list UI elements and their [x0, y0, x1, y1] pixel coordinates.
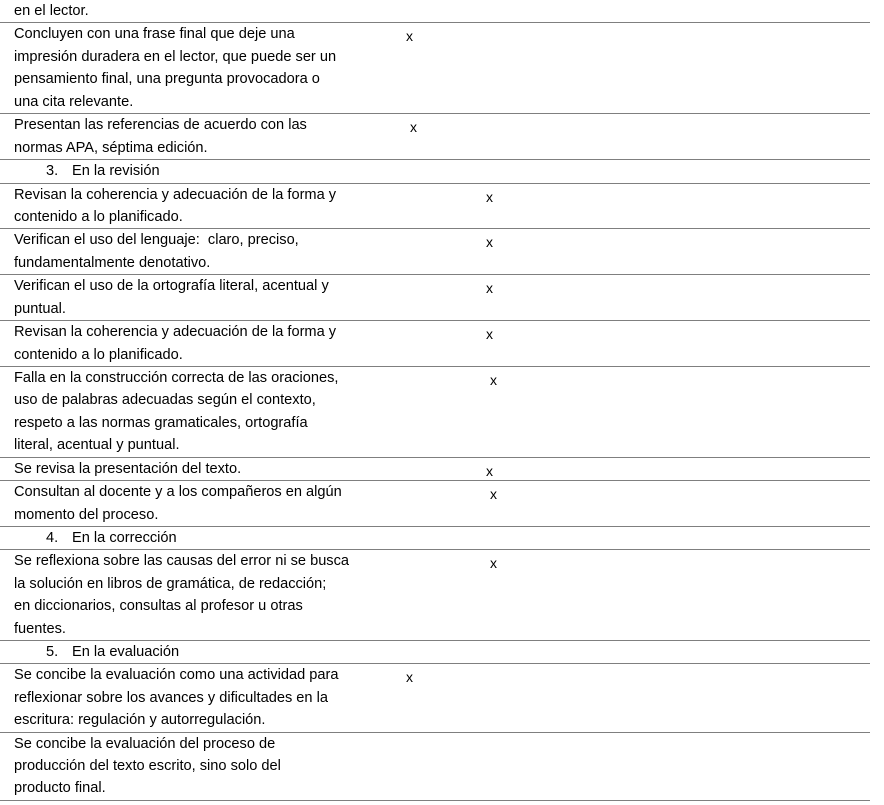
criterion-text: Concluyen con una frase final que deje una impresión duradera en el lector, que puede ser un pensamiento final, una pregunta provocadora o una cita relevante. [14, 26, 337, 110]
checkmark-x: x [406, 28, 413, 45]
mark-cell [390, 481, 870, 527]
section-number: 3. [46, 163, 59, 180]
checkmark-x: x [490, 555, 497, 572]
criterion-text: Consultan al docente y a los compañeros en algún momento del proceso. [14, 484, 342, 523]
mark-cell [390, 367, 870, 458]
criterion-text: Verifican el uso de la ortografía literal, acentual y puntual. [14, 278, 329, 317]
table-row [0, 457, 870, 480]
criterion-text: Se concibe la evaluación del proceso de producción del texto escrito, sino solo del producto final. [14, 735, 281, 797]
section-header-cell [0, 526, 870, 549]
mark-cell [390, 664, 870, 732]
mark-cell [390, 321, 870, 367]
checkmark-x: x [486, 188, 493, 205]
checkmark-x: x [486, 280, 493, 297]
criterion-text: Falla en la construcción correcta de las oraciones, uso de palabras adecuadas según el contexto, respeto a las normas gramaticales, ortografía literal, acentual y puntual. [14, 370, 339, 454]
table-row [0, 664, 870, 732]
section-header-cell [0, 160, 870, 183]
mark-cell [390, 229, 870, 275]
section-number: 5. [46, 643, 59, 660]
criterion-text: en el lector. [14, 3, 89, 19]
section-header-row [0, 160, 870, 183]
section-number: 4. [46, 529, 59, 546]
table-row [0, 321, 870, 367]
criterion-text: Se reflexiona sobre las causas del error ni se busca la solución en libros de gramática, de redacción; en diccionarios, consultas al profesor u otras fuentes. [14, 553, 350, 637]
mark-cell [390, 114, 870, 160]
checkmark-x: x [410, 119, 417, 136]
criterion-text: Verifican el uso del lenguaje: claro, preciso, fundamentalmente denotativo. [14, 232, 299, 271]
table-row [0, 481, 870, 527]
mark-cell [390, 0, 870, 23]
table-row [0, 732, 870, 800]
criterion-text: Se revisa la presentación del texto. [14, 460, 242, 477]
table-row [0, 550, 870, 641]
section-title: En la corrección [72, 529, 177, 546]
checkmark-x: x [490, 372, 497, 389]
criterion-text: Presentan las referencias de acuerdo con las normas APA, séptima edición. [14, 117, 307, 156]
checkmark-x: x [486, 234, 493, 251]
table-row [0, 0, 870, 23]
section-header-row [0, 526, 870, 549]
table-row [0, 183, 870, 229]
checkmark-x: x [486, 326, 493, 343]
criterion-text: Revisan la coherencia y adecuación de la forma y contenido a lo planificado. [14, 186, 337, 226]
table-row [0, 275, 870, 321]
mark-cell [390, 23, 870, 114]
criterion-text: Revisan la coherencia y adecuación de la forma y contenido a lo planificado. [14, 324, 337, 363]
checkmark-x: x [486, 462, 493, 479]
mark-cell [390, 183, 870, 229]
mark-cell [390, 275, 870, 321]
mark-cell [390, 457, 870, 480]
table-row [0, 229, 870, 275]
checkmark-x: x [490, 486, 497, 503]
section-title: En la revisión [72, 163, 160, 180]
criterion-text: Se concibe la evaluación como una actividad para reflexionar sobre los avances y dificultades en la escritura: regulación y autorregulación. [14, 667, 339, 729]
section-header-cell [0, 640, 870, 663]
section-header-row [0, 640, 870, 663]
mark-cell [390, 732, 870, 800]
checkmark-x: x [406, 669, 413, 686]
table-row [0, 23, 870, 114]
table-row [0, 114, 870, 160]
mark-cell [390, 550, 870, 641]
table-row [0, 367, 870, 458]
section-title: En la evaluación [72, 643, 180, 660]
